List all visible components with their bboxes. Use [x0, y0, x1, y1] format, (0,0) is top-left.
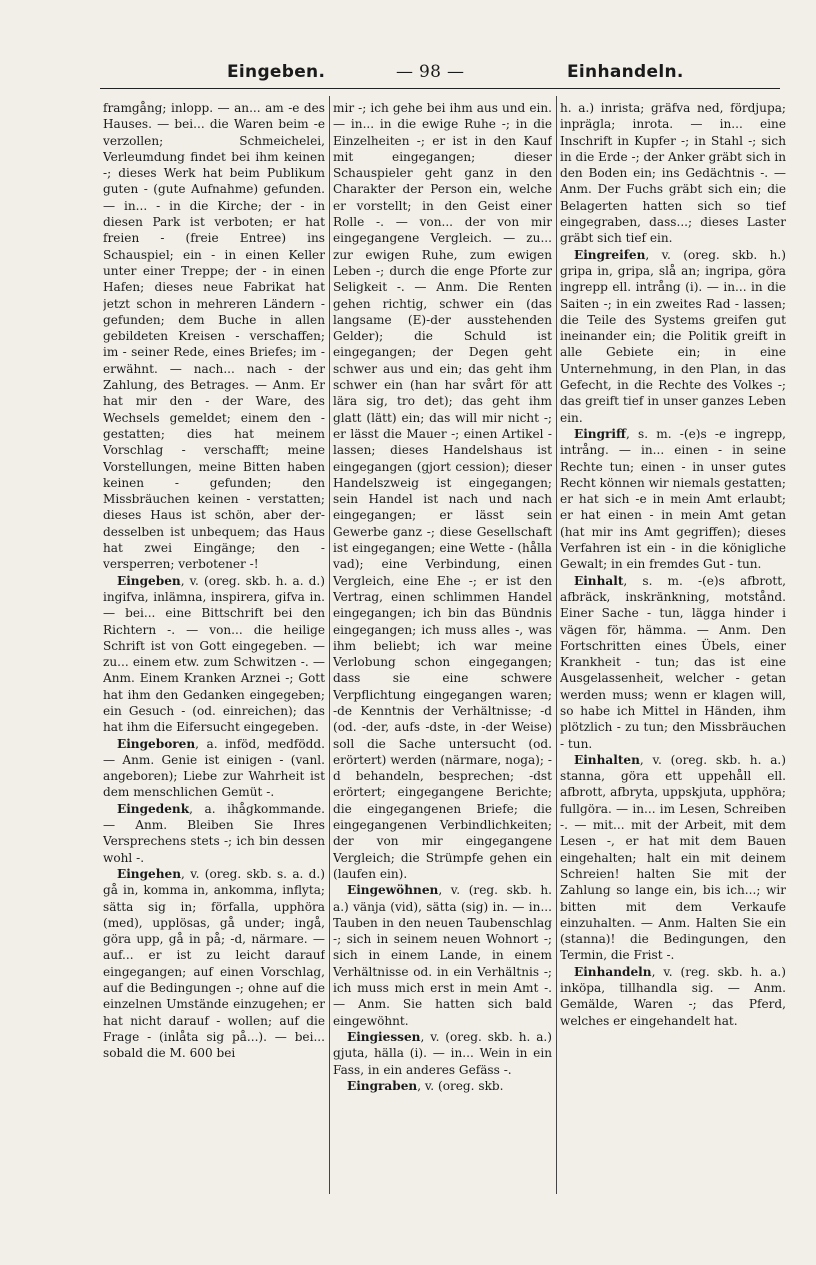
headword: Einhalt: [574, 573, 624, 588]
entry-continuation: framgång; inlopp. — an... am -e des Hauses. — bei... die Waren beim -e verzollen; Schmeichelei, Verleumdung findet bei ihm keinen -; dieses Werk hat beim Publikum guten - (gute Aufnahme) gefunden. — in... - in die Kirche; der - in diesen Park ist verboten; er hat freien - (freie Entree) ins Schauspiel; ein - in einen Keller unter einer Treppe; der - in einen Hafen; dieses neue Fabrikat hat jetzt schon in mehreren Ländern -gefunden; dem Buche in allen gebildeten Kreisen - verschaffen; im - seiner Rede, eines Briefes; im - erwähnt. — nach... nach - der Zahlung, des Betrages. — Anm. Er hat mir den - der Ware, des Wechsels gemeldet; einem den - gestatten; dies hat meinem Vorschlag - verschafft; meine Vorstellungen, meine Bitten haben keinen - gefunden; den Missbräuchen keinen - verstatten; dieses Haus ist schön, aber der- desselben ist unbequem; das Haus hat zwei Eingänge; den - versperren; verbotener -!: [103, 101, 325, 572]
column-divider: [556, 96, 557, 1194]
headword: Eingraben: [347, 1078, 418, 1093]
entry-eingeboren: Eingeboren, a. inföd, medfödd. — Anm. Genie ist einigen - (vanl. angeboren); Liebe zur Wahrheit ist dem menschlichen Gemüt -.: [103, 736, 325, 800]
entry-eingriff: Eingriff, s. m. -(e)s -e ingrepp, intrång. — in... einen - in seine Rechte tun; einen - in unser gutes Recht können wir niemals gestatten; er hat sich -e in mein Amt erlaubt; er hat einen - in mein Amt getan (hat mir ins Amt gegriffen); dieses Verfahren ist ein - in die königliche Gewalt; in ein fremdes Gut - tun.: [560, 426, 786, 572]
header-first-word: Eingeben.: [227, 62, 326, 82]
entry-eingreifen: Eingreifen, v. (oreg. skb. h.) gripa in, gripa, slå an; ingripa, göra ingrepp ell. intrång (i). — in... in die Saiten -; in ein zweites Rad - lassen; die Teile des Systems greifen gut ineinander ein; die Politik greift in alle Gebiete ein; in eine Unternehmung, in den Plan, in das Gefecht, in die Rechte des Volkes -; das greift tief in unser ganzes Leben ein.: [560, 247, 786, 425]
headword: Eingeben: [117, 573, 181, 588]
headword: Eingriff: [574, 426, 626, 441]
headword: Eingewöhnen: [347, 883, 439, 898]
entry-eingedenk: Eingedenk, a. ihågkommande. — Anm. Bleiben Sie Ihres Versprechens stets -; ich bin dessen wohl -.: [103, 801, 325, 865]
headword: Eingehen: [117, 866, 182, 881]
headword: Einhandeln: [574, 964, 652, 979]
headword: Eingreifen: [574, 247, 646, 262]
page-number: — 98 —: [396, 62, 465, 82]
headword: Einhalten: [574, 752, 640, 767]
header-last-word: Einhandeln.: [567, 62, 684, 82]
entry-eingraben: Eingraben, v. (oreg. skb.: [347, 1078, 504, 1093]
entry-eingewoehnen: Eingewöhnen, v. (reg. skb. h. a.) vänja (vid), sätta (sig) in. — in... Tauben in den neuen Taubenschlag -; sich in seinem neuen Wohnort -; sich in einem Lande, in einem Verhältnisse od. in ein Verhältnis -; ich muss mich erst in mein Amt -. — Anm. Sie hatten sich bald eingewöhnt.: [333, 883, 552, 1028]
entry-eingiessen: Eingiessen, v. (oreg. skb. h. a.) gjuta, hälla (i). — in... Wein in ein Fass, in ein anderes Gefäss -.: [333, 1029, 552, 1077]
entry-eingehen: Eingehen, v. (oreg. skb. s. a. d.) gå in, komma in, ankomma, inflyta; sätta sig in; förfalla, upphöra (med), upplösas, gå under; ingå, göra upp, gå in på; -d, närmare. — auf... er ist zu leicht darauf eingegangen; auf einen Vorschlag, auf die Bedingungen -; ohne auf die einzelnen Umstände einzugehen; er hat nicht darauf - wollen; auf die Frage - (inlåta sig på...). — bei... sobald die M. 600 bei: [103, 866, 325, 1061]
headword: Eingiessen: [347, 1029, 421, 1044]
headword: Eingeboren: [117, 736, 196, 751]
column-middle: [333, 100, 552, 1200]
column-divider: [329, 96, 330, 1194]
entry-einhandeln: Einhandeln, v. (reg. skb. h. a.) inköpa, tillhandla sig. — Anm. Gemälde, Waren -; das Pferd, welches er eingehandelt hat.: [560, 964, 786, 1028]
entry-eingeben: Eingeben, v. (oreg. skb. h. a. d.) ingifva, inlämna, inspirera, gifva in. — bei... eine Bittschrift bei den Richtern -. — von... die heilige Schrift ist von Gott eingegeben. — zu... einem etw. zum Schwitzen -. — Anm. Einem Kranken Arznei -; Gott hat ihm den Gedanken eingegeben; ein Gesuch - (od. einreichen); das hat ihm die Eifersucht eingegeben.: [103, 573, 325, 735]
entry-continuation: mir -; ich gehe bei ihm aus und ein. — in... in die ewige Ruhe -; in die Einzelheiten -; er ist in den Kauf mit eingegangen; dieser Schauspieler geht ganz in den Charakter der Person ein, welche er vorstellt; in den Geist einer Rolle -. — von... der von mir eingegangene Vergleich. — zu... zur ewigen Ruhe, zum ewigen Leben -; durch die enge Pforte zur Seligkeit -. — Anm. Die Renten gehen richtig, schwer ein (das langsame (E)-der ausstehenden Gelder); die Schuld ist eingegangen; der Degen geht schwer aus und ein; das geht ihm schwer ein (han har svårt för att lära sig, tro det); das geht ihm glatt (lätt) ein; das will mir nicht -; er lässt die Mauer -; einen Artikel - lassen; dieses Handelshaus ist eingegangen (gjort cession); dieser Handelszweig ist eingegangen; sein Handel ist nach und nach eingegangen; er lässt sein Gewerbe ganz -; diese Gesellschaft ist eingegangen; eine Wette - (hålla vad); eine Verbindung, einen Vergleich, eine Ehe -; er ist den Vertrag, einen schlimmen Handel eingegangen; ich bin das Bündnis eingegangen; ich muss alles -, was ihm beliebt; ich war meine Verlobung schon eingegangen; dass sie eine schwere Verpflichtung eingegangen waren; -de Kenntnis der Verhältnisse; -d (od. -der, aufs -dste, in -der Weise) soll die Sache untersucht (od. erörtert) werden (närmare, noga); -d behandeln, besprechen; -dst erörtert; eingegangene Berichte; die eingegangenen Briefe; die eingegangenen Verbindlichkeiten; der von mir eingegangene Vergleich; die Strümpfe gehen ein (laufen ein).: [333, 101, 552, 881]
entry-einhalt: Einhalt, s. m. -(e)s afbrott, afbräck, inskränkning, motstånd. Einer Sache - tun, lägga hinder i vägen för, hämma. — Anm. Den Fortschritten eines Übels, einer Krankheit - tun; das ist eine Ausgelassenheit, welcher - getan werden muss; wenn er klagen will, so habe ich Mittel in Händen, ihm plötzlich - zu tun; den Missbräuchen - tun.: [560, 573, 786, 751]
column-right: [560, 100, 786, 1200]
headword: Eingedenk: [117, 801, 190, 816]
entry-einhalten: Einhalten, v. (oreg. skb. h. a.) stanna, göra ett uppehåll ell. afbrott, afbryta, uppskjuta, upphöra; fullgöra. — in... im Lesen, Schreiben -. — mit... mit der Arbeit, mit dem Lesen -, er hat mit dem Bauen eingehalten; halt ein mit deinem Schreien! halten Sie mit der Zahlung so lange ein, bis ich...; wir bitten mit dem Verkaufe einzuhalten. — Anm. Halten Sie ein (stanna)! die Bedingungen, den Termin, die Frist -.: [560, 752, 786, 963]
running-header: [100, 58, 780, 89]
column-left: [103, 100, 325, 1200]
entry-continuation: h. a.) inrista; gräfva ned, fördjupa; inprägla; inrota. — in... eine Inschrift in Kupfer -; in Stahl -; sich in die Erde -; der Anker gräbt sich in den Boden ein; ins Gedächtnis -. — Anm. Der Fuchs gräbt sich ein; die Belagerten hatten sich so tief eingegraben, dass...; dieses Laster gräbt sich tief ein.: [560, 101, 786, 246]
